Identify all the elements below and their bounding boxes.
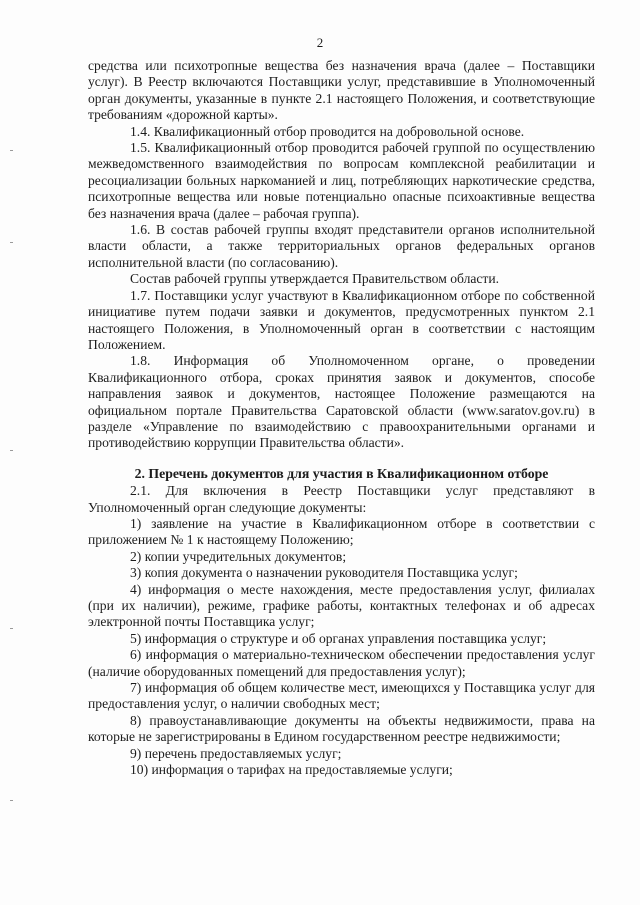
list-item: 1) заявление на участие в Квалификационном отборе в соответствии с приложением № 1 к настоящему Положению; <box>88 515 595 548</box>
paragraph-group-composition: Состав рабочей группы утверждается Правительством области. <box>130 271 500 287</box>
section-2-heading: 2. Перечень документов для участия в Квалификационном отборе <box>134 465 549 481</box>
document-body <box>88 58 595 778</box>
page-number: 2 <box>316 35 324 50</box>
paragraph-2-1: 2.1. Для включения в Реестр Поставщики услуг представляют в Уполномоченный орган следующие документы: <box>88 483 595 515</box>
paragraph-1-7: 1.7. Поставщики услуг участвуют в Квалификационном отборе по собственной инициативе путем подачи заявки и документов, предусмотренных пунктом 2.1 настоящего Положения, в Уполномоченный орган в соответствии с настоящим Положением. <box>88 287 595 352</box>
list-item: 7) информация об общем количестве мест, имеющихся у Поставщика услуг для предоставления услуг, о наличии свободных мест; <box>88 680 595 712</box>
list-item: 8) правоустанавливающие документы на объекты недвижимости, права на которые не зарегистрированы в Едином государственном реестре недвижимости; <box>88 712 595 745</box>
scan-margin-mark <box>10 150 13 151</box>
paragraph-continuation: средства или психотропные вещества без назначения врача (далее – Поставщики услуг). В Реестр включаются Поставщики услуг, представившие в Уполномоченный орган документы, указанные в пункте 2.1 настоящего Положения, и соответствующие требованиям «дорожной карты». <box>88 58 595 123</box>
paragraph-1-4: 1.4. Квалификационный отбор проводится на добровольной основе. <box>130 123 525 139</box>
list-item: 5) информация о структуре и об органах управления поставщика услуг; <box>130 630 547 646</box>
list-item: 9) перечень предоставляемых услуг; <box>130 745 342 761</box>
list-item: 10) информация о тарифах на предоставляемые услуги; <box>130 762 453 778</box>
scan-margin-mark <box>10 450 13 451</box>
scan-margin-mark <box>10 800 13 801</box>
list-item: 4) информация о месте нахождения, месте предоставления услуг, филиалах (при их наличии), режиме, графике работы, контактных телефонах и об адресах электронной почты Поставщика услуг; <box>88 581 595 630</box>
list-item: 6) информация о материально-техническом обеспечении предоставления услуг (наличие оборудованных помещений для предоставления услуг); <box>88 647 595 679</box>
scan-margin-mark <box>10 242 13 243</box>
paragraph-1-5: 1.5. Квалификационный отбор проводится рабочей группой по осуществлению межведомственного взаимодействия по вопросам комплексной реабилитации и ресоциализации больных наркоманией и лиц, потребляющих наркотические средства, психотропные вещества или новые потенциально опасные психоактивные вещества без назначения врача (далее – рабочая группа). <box>88 140 595 221</box>
paragraph-1-8: 1.8. Информация об Уполномоченном органе, о проведении Квалификационного отбора, сроках принятия заявок и документов, способе направления заявок и документов, настоящее Положение размещаются на официальном портале Правительства Саратовской области (www.saratov.gov.ru) в разделе «Управление по взаимодействию с правоохранительными органами и противодействию коррупции Правительства области». <box>88 353 595 451</box>
list-item: 2) копии учредительных документов; <box>130 548 347 564</box>
scan-margin-mark <box>10 628 13 629</box>
list-item: 3) копия документа о назначении руководителя Поставщика услуг; <box>130 565 518 581</box>
paragraph-1-6: 1.6. В состав рабочей группы входят представители органов исполнительной власти области, а также территориальных органов федеральных органов исполнительной власти (по согласованию). <box>88 222 595 270</box>
